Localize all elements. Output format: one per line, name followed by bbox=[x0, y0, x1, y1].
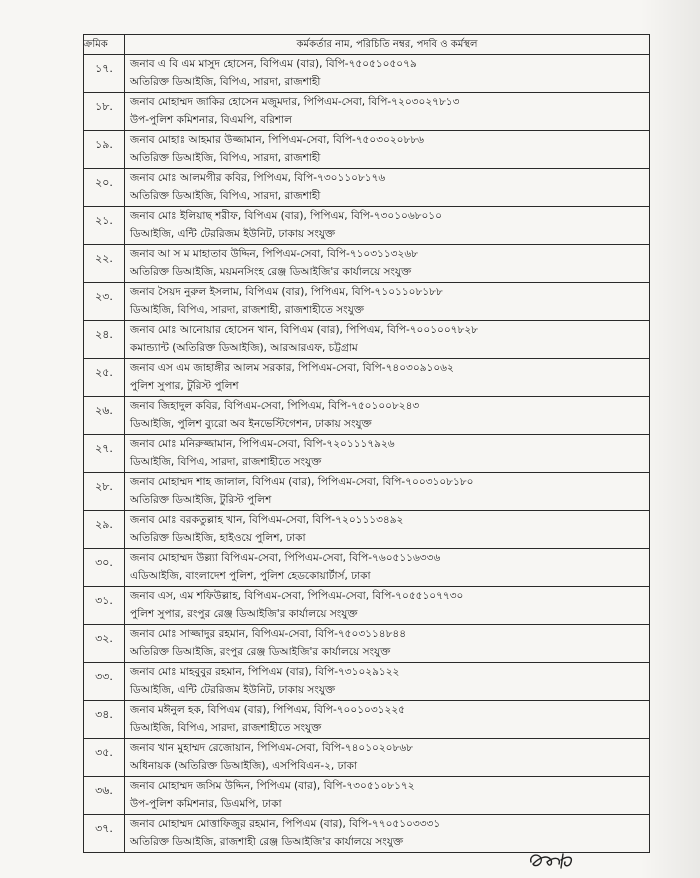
serial-column-header: ক্রমিক bbox=[84, 35, 125, 55]
officer-posting-line: কমান্ড্যান্ট (অতিরিক্ত ডিআইজি), আরআরএফ, চট্টগ্রাম bbox=[130, 342, 358, 354]
table-row bbox=[84, 473, 650, 511]
row-serial-number: ৩১. bbox=[84, 587, 125, 625]
officer-details-cell bbox=[125, 359, 650, 397]
officer-posting-line: অতিরিক্ত ডিআইজি, বিপিএ, সারদা, রাজশাহী bbox=[130, 152, 321, 164]
officer-posting-line: ডিআইজি, পুলিশ ব্যুরো অব ইনভেস্টিগেশন, ঢাকায় সংযুক্ত bbox=[130, 418, 372, 430]
officer-details-cell bbox=[125, 245, 650, 283]
officer-posting-line: অধিনায়ক (অতিরিক্ত ডিআইজি), এসপিবিএন-২, ঢাকা bbox=[130, 760, 357, 772]
officer-name-line: জনাব মোহাঃ আহমার উজ্জামান, পিপিএম-সেবা, বিপি-৭৫০৩০২০৮৮৬ bbox=[130, 134, 424, 146]
row-serial-number: ২৪. bbox=[84, 321, 125, 359]
officer-name-line: জনাব মোঃ মনিরুজ্জামান, পিপিএম-সেবা, বিপি-৭২০১১১৭৯২৬ bbox=[130, 438, 395, 450]
table-row bbox=[84, 93, 650, 131]
officer-details-cell bbox=[125, 169, 650, 207]
officer-details-cell bbox=[125, 93, 650, 131]
officer-name-line: জনাব খান মুহাম্মদ রেজোয়ান, পিপিএম-সেবা, বিপি-৭৪০১০২০৮৬৮ bbox=[130, 742, 413, 754]
officer-details-cell bbox=[125, 625, 650, 663]
officer-details-cell bbox=[125, 435, 650, 473]
officer-name-line: জনাব মোহাম্মদ জসিম উদ্দিন, পিপিএম (বার), বিপি-৭৩০৫১০৮১৭২ bbox=[130, 780, 415, 792]
officer-details-cell bbox=[125, 55, 650, 93]
officer-details-cell bbox=[125, 397, 650, 435]
table-row bbox=[84, 815, 650, 853]
officer-posting-line: ডিআইজি, বিপিএ, সারদা, রাজশাহী, রাজশাহীতে সংযুক্ত bbox=[130, 304, 364, 316]
officer-details-cell bbox=[125, 511, 650, 549]
row-serial-number: ২৭. bbox=[84, 435, 125, 473]
officer-details-cell bbox=[125, 701, 650, 739]
officer-posting-line: পুলিশ সুপার, রংপুর রেঞ্জ ডিআইজি'র কার্যালয়ে সংযুক্ত bbox=[130, 608, 358, 620]
table-row bbox=[84, 663, 650, 701]
officer-posting-line: উপ-পুলিশ কমিশনার, ডিএমপি, ঢাকা bbox=[130, 798, 282, 810]
row-serial-number: ২০. bbox=[84, 169, 125, 207]
officer-details-cell bbox=[125, 283, 650, 321]
officer-name-line: জনাব মোঃ ইলিয়াছ শরীফ, বিপিএম (বার), পিপিএম, বিপি-৭৩০১০৬৮০১০ bbox=[130, 210, 442, 222]
officer-details-cell bbox=[125, 739, 650, 777]
officer-details-cell bbox=[125, 207, 650, 245]
table-row bbox=[84, 321, 650, 359]
table-row bbox=[84, 511, 650, 549]
table-row bbox=[84, 435, 650, 473]
table-row bbox=[84, 397, 650, 435]
row-serial-number: ৩৩. bbox=[84, 663, 125, 701]
officer-posting-line: অতিরিক্ত ডিআইজি, বিপিএ, সারদা, রাজশাহী bbox=[130, 190, 321, 202]
officer-posting-line: অতিরিক্ত ডিআইজি, রংপুর রেঞ্জ ডিআইজি'র কার্যালয়ে সংযুক্ত bbox=[130, 646, 391, 658]
table-row bbox=[84, 169, 650, 207]
officer-name-line: জনাব জিহাদুল কবির, বিপিএম-সেবা, পিপিএম, বিপি-৭৫০১০০৮২৪৩ bbox=[130, 400, 420, 412]
table-row bbox=[84, 359, 650, 397]
table-row bbox=[84, 207, 650, 245]
row-serial-number: ২১. bbox=[84, 207, 125, 245]
table-row bbox=[84, 283, 650, 321]
officer-name-line: জনাব এস এম জাহাঙ্গীর আলম সরকার, পিপিএম-সেবা, বিপি-৭৪০৩০৯১০৬২ bbox=[130, 362, 454, 374]
officer-name-line: জনাব এ বি এম মাসুদ হোসেন, বিপিএম (বার), বিপি-৭৫০৫১০৫০৭৯ bbox=[130, 58, 417, 70]
row-serial-number: ২৮. bbox=[84, 473, 125, 511]
row-serial-number: ২৩. bbox=[84, 283, 125, 321]
row-serial-number: ৩০. bbox=[84, 549, 125, 587]
officer-name-line: জনাব মোহাম্মদ মোত্তাফিজুর রহমান, পিপিএম (বার), বিপি-৭৭০৫১০৩৩৩১ bbox=[130, 818, 441, 830]
officer-name-line: জনাব মোঃ বরকতুল্লাহ খান, বিপিএম-সেবা, বিপি-৭২০১১১৩৪৯২ bbox=[130, 514, 404, 526]
officer-details-cell bbox=[125, 131, 650, 169]
table-row bbox=[84, 777, 650, 815]
row-serial-number: ২৯. bbox=[84, 511, 125, 549]
handwritten-signature bbox=[525, 848, 585, 872]
officer-name-line: জনাব মোঃ সাজ্জাদুর রহমান, বিপিএম-সেবা, বিপি-৭৫০৩১১৪৮৪৪ bbox=[130, 628, 407, 640]
officer-details-cell bbox=[125, 321, 650, 359]
officer-posting-line: ডিআইজি, বিপিএ, সারদা, রাজশাহীতে সংযুক্ত bbox=[130, 456, 322, 468]
officer-name-line: জনাব আ স ম মাহাতাব উদ্দিন, পিপিএম-সেবা, বিপি-৭১০৩১১৩২৬৮ bbox=[130, 248, 418, 260]
row-serial-number: ২৬. bbox=[84, 397, 125, 435]
table-row bbox=[84, 701, 650, 739]
officer-name-line: জনাব মোহাম্মদ জাকির হোসেন মজুমদার, পিপিএম-সেবা, বিপি-৭২০৩০২৭৮১৩ bbox=[130, 96, 460, 108]
officer-name-line: জনাব সৈয়দ নুরুল ইসলাম, বিপিএম (বার), পিপিএম, বিপি-৭১০১১০৮১৮৮ bbox=[130, 286, 443, 298]
table-row bbox=[84, 625, 650, 663]
officer-name-line: জনাব মোঃ মাহবুবুর রহমান, পিপিএম (বার), বিপি-৭৩১০২৯১২২ bbox=[130, 666, 400, 678]
table-row bbox=[84, 587, 650, 625]
officer-roster-table bbox=[83, 34, 650, 853]
officer-name-line: জনাব মোহাম্মদ উল্ল্যা বিপিএম-সেবা, পিপিএম-সেবা, বিপি-৭৬০৫১১৬৩৩৬ bbox=[130, 552, 441, 564]
row-serial-number: ৩২. bbox=[84, 625, 125, 663]
officer-details-cell bbox=[125, 777, 650, 815]
officer-posting-line: অতিরিক্ত ডিআইজি, ময়মনসিংহ রেঞ্জ ডিআইজি'র কার্যালয়ে সংযুক্ত bbox=[130, 266, 412, 278]
officer-details-cell bbox=[125, 587, 650, 625]
row-serial-number: ১৮. bbox=[84, 93, 125, 131]
officer-posting-line: ডিআইজি, বিপিএ, সারদা, রাজশাহীতে সংযুক্ত bbox=[130, 722, 322, 734]
officer-name-line: জনাব এস, এম শফিউল্লাহ, বিপিএম-সেবা, পিপিএম-সেবা, বিপি-৭০৫৫১০৭৭৩০ bbox=[130, 590, 464, 602]
officer-name-line: জনাব মোহাম্মদ শাহ জালাল, বিপিএম (বার), পিপিএম-সেবা, বিপি-৭০০৩১০৮১৮০ bbox=[130, 476, 474, 488]
details-column-header: কর্মকর্তার নাম, পরিচিতি নম্বর, পদবি ও কর্মস্থল bbox=[125, 35, 650, 55]
table-row bbox=[84, 55, 650, 93]
table-header-row bbox=[84, 35, 650, 55]
roster-body bbox=[84, 55, 650, 853]
officer-posting-line: পুলিশ সুপার, টুরিস্ট পুলিশ bbox=[130, 380, 239, 392]
row-serial-number: ১৯. bbox=[84, 131, 125, 169]
officer-posting-line: ডিআইজি, এন্টি টেররিজম ইউনিট, ঢাকায় সংযুক্ত bbox=[130, 228, 336, 240]
row-serial-number: ৩৭. bbox=[84, 815, 125, 853]
officer-posting-line: এডিআইজি, বাংলাদেশ পুলিশ, পুলিশ হেডকোয়ার্টার্স, ঢাকা bbox=[130, 570, 371, 582]
row-serial-number: ২২. bbox=[84, 245, 125, 283]
officer-name-line: জনাব মঈনুল হক, বিপিএম (বার), পিপিএম, বিপি-৭০০১০৩১২২৫ bbox=[130, 704, 405, 716]
officer-details-cell bbox=[125, 663, 650, 701]
officer-posting-line: অতিরিক্ত ডিআইজি, রাজশাহী রেঞ্জ ডিআইজি'র কার্যালয়ে সংযুক্ত bbox=[130, 836, 404, 848]
officer-details-cell bbox=[125, 473, 650, 511]
officer-details-cell bbox=[125, 549, 650, 587]
officer-posting-line: অতিরিক্ত ডিআইজি, টুরিস্ট পুলিশ bbox=[130, 494, 272, 506]
row-serial-number: ৩৪. bbox=[84, 701, 125, 739]
officer-posting-line: ডিআইজি, এন্টি টেররিজম ইউনিট, ঢাকায় সংযুক্ত bbox=[130, 684, 336, 696]
officer-name-line: জনাব মোঃ আনোয়ার হোসেন খান, বিপিএম (বার), পিপিএম, বিপি-৭০০১০০৭৮২৮ bbox=[130, 324, 478, 336]
officer-posting-line: উপ-পুলিশ কমিশনার, বিএমপি, বরিশাল bbox=[130, 114, 292, 126]
row-serial-number: ৩৫. bbox=[84, 739, 125, 777]
table-row bbox=[84, 739, 650, 777]
officer-posting-line: অতিরিক্ত ডিআইজি, বিপিএ, সারদা, রাজশাহী bbox=[130, 76, 321, 88]
officer-posting-line: অতিরিক্ত ডিআইজি, হাইওয়ে পুলিশ, ঢাকা bbox=[130, 532, 306, 544]
table-row bbox=[84, 245, 650, 283]
row-serial-number: ২৫. bbox=[84, 359, 125, 397]
table-row bbox=[84, 549, 650, 587]
table-row bbox=[84, 131, 650, 169]
row-serial-number: ৩৬. bbox=[84, 777, 125, 815]
row-serial-number: ১৭. bbox=[84, 55, 125, 93]
officer-details-cell bbox=[125, 815, 650, 853]
officer-name-line: জনাব মোঃ আলমগীর কবির, পিপিএম, বিপি-৭৩০১১০৮১৭৬ bbox=[130, 172, 386, 184]
